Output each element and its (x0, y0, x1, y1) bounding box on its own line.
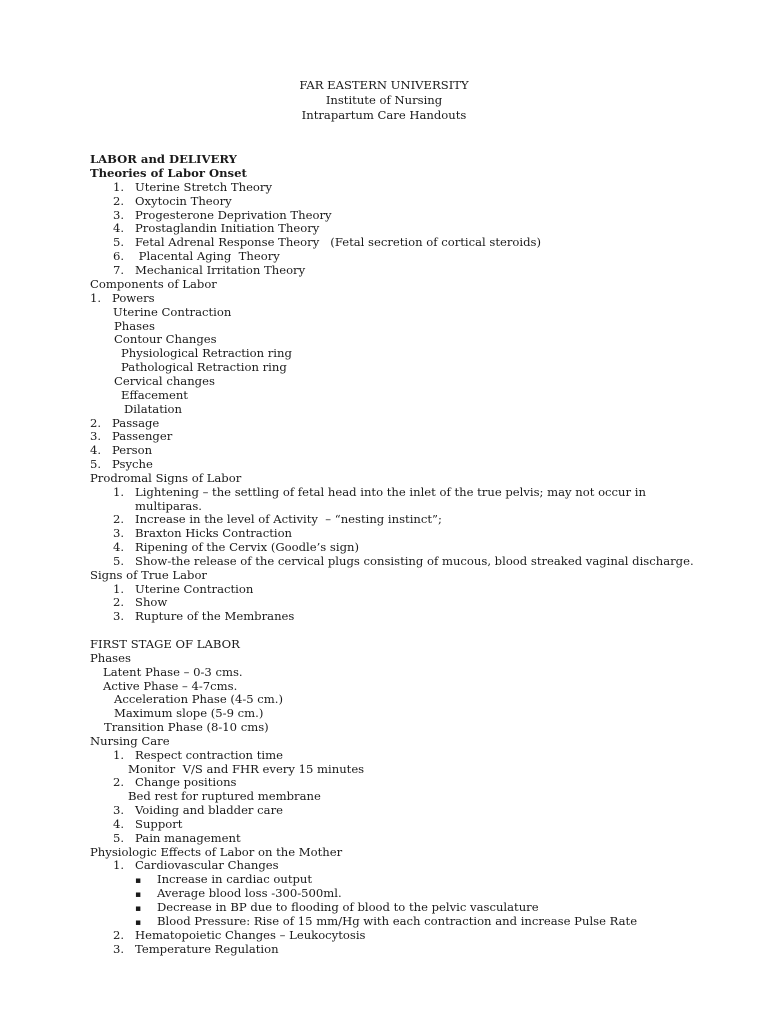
bullet-item: ▪ Blood Pressure: Rise of 15 mm/Hg with each contraction and increase Pulse Rate (135, 914, 638, 928)
list-item: 3. Rupture of the Membranes (113, 609, 295, 623)
list-item: 3. Passenger (90, 429, 173, 443)
list-item: Transition Phase (8-10 cms) (104, 720, 269, 734)
list-item: 3. Voiding and bladder care (113, 803, 283, 817)
list-item: 1. Powers (90, 291, 155, 305)
list-item-continuation: multiparas. (135, 499, 202, 513)
bullet-item: ▪ Increase in cardiac output (135, 872, 313, 886)
list-item: 3. Progesterone Deprivation Theory (113, 208, 332, 222)
section-title-first-stage: FIRST STAGE OF LABOR (90, 637, 240, 651)
institute-name: Institute of Nursing (325, 93, 443, 107)
list-item: Bed rest for ruptured membrane (128, 789, 321, 803)
list-item: 4. Person (90, 443, 153, 457)
list-item: 2. Oxytocin Theory (113, 194, 232, 208)
list-item: Phases (114, 319, 155, 333)
list-item: 5. Psyche (90, 457, 153, 471)
subsection-true-labor: Signs of True Labor (90, 568, 207, 582)
section-title-labor: LABOR and DELIVERY (90, 152, 237, 166)
list-item: 3. Braxton Hicks Contraction (113, 526, 293, 540)
bullet-icon: ▪ (135, 904, 142, 914)
list-item: 4. Ripening of the Cervix (Goodle’s sign) (113, 540, 359, 554)
list-item: Effacement (121, 388, 188, 402)
list-item: Physiological Retraction ring (121, 346, 292, 360)
list-item: 1. Lightening – the settling of fetal head into the inlet of the true pelvis; may not occur in (113, 485, 646, 499)
list-item: 2. Increase in the level of Activity – “nesting instinct”; (113, 512, 442, 526)
handout-title: Intrapartum Care Handouts (301, 108, 467, 122)
list-item: 5. Pain management (113, 831, 241, 845)
list-item: 6. Placental Aging Theory (113, 249, 280, 263)
list-item: 5. Fetal Adrenal Response Theory (Fetal secretion of cortical steroids) (113, 235, 541, 249)
list-item: 1. Uterine Contraction (113, 582, 254, 596)
list-item: 2. Hematopoietic Changes – Leukocytosis (113, 928, 366, 942)
list-item: 2. Change positions (113, 775, 237, 789)
list-item: 1. Uterine Stretch Theory (113, 180, 272, 194)
university-name: FAR EASTERN UNIVERSITY (299, 78, 469, 92)
list-item: 3. Temperature Regulation (113, 942, 279, 956)
list-item: Latent Phase – 0-3 cms. (103, 665, 243, 679)
list-item: 2. Show (113, 595, 168, 609)
bullet-icon: ▪ (135, 890, 142, 900)
list-item: 7. Mechanical Irritation Theory (113, 263, 306, 277)
list-item: Contour Changes (114, 332, 217, 346)
list-item: Active Phase – 4-7cms. (103, 679, 238, 693)
list-item: 2. Passage (90, 416, 160, 430)
list-item: 1. Cardiovascular Changes (113, 858, 279, 872)
list-item: 1. Respect contraction time (113, 748, 283, 762)
list-item: 5. Show-the release of the cervical plugs consisting of mucous, blood streaked vaginal discharge. (113, 554, 694, 568)
list-item: Acceleration Phase (4-5 cm.) (114, 692, 283, 706)
subsection-prodromal: Prodromal Signs of Labor (90, 471, 242, 485)
bullet-icon: ▪ (135, 918, 142, 928)
list-item: Uterine Contraction (113, 305, 232, 319)
subsection-theories: Theories of Labor Onset (90, 166, 247, 180)
list-item: 4. Support (113, 817, 183, 831)
bullet-item: ▪ Average blood loss -300-500ml. (135, 886, 342, 900)
list-item: Monitor V/S and FHR every 15 minutes (128, 762, 365, 776)
subsection-phases: Phases (90, 651, 131, 665)
list-item: Cervical changes (114, 374, 215, 388)
list-item: Dilatation (124, 402, 183, 416)
list-item: Maximum slope (5-9 cm.) (114, 706, 264, 720)
bullet-icon: ▪ (135, 876, 142, 886)
list-item: 4. Prostaglandin Initiation Theory (113, 221, 320, 235)
subsection-nursing-care: Nursing Care (90, 734, 170, 748)
subsection-physiologic-effects: Physiologic Effects of Labor on the Mother (90, 845, 343, 859)
subsection-components: Components of Labor (90, 277, 217, 291)
bullet-item: ▪ Decrease in BP due to flooding of blood to the pelvic vasculature (135, 900, 539, 914)
list-item: Pathological Retraction ring (121, 360, 287, 374)
